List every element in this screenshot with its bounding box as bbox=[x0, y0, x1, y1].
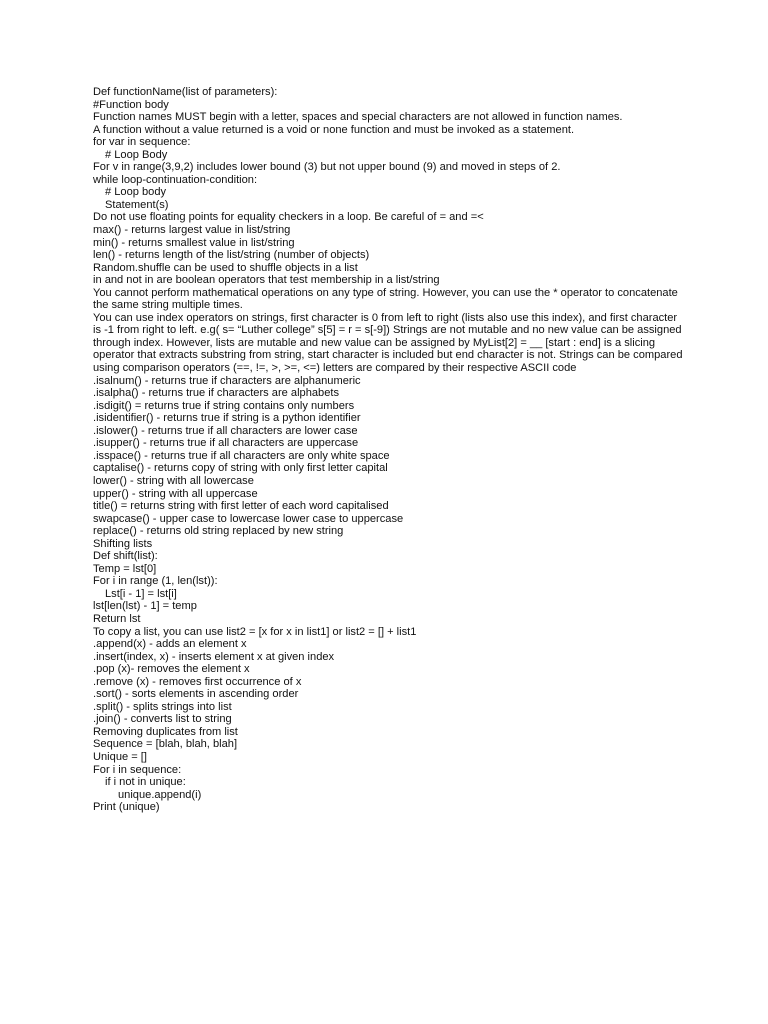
text-line: For v in range(3,9,2) includes lower bound (3) but not upper bound (9) and moved in steps of 2. bbox=[93, 161, 561, 174]
text-line: swapcase() - upper case to lowercase lower case to uppercase bbox=[93, 512, 404, 525]
text-line: min() - returns smallest value in list/string bbox=[93, 236, 295, 249]
text-line: .remove (x) - removes first occurrence of x bbox=[93, 675, 302, 688]
text-line: while loop-continuation-condition: bbox=[93, 173, 258, 186]
text-line: Unique = [] bbox=[93, 750, 147, 763]
text-line: # Loop body bbox=[105, 186, 167, 199]
text-line: Statement(s) bbox=[105, 198, 169, 211]
text-line: # Loop Body bbox=[105, 148, 168, 161]
text-line: For i in range (1, len(lst)): bbox=[93, 575, 218, 588]
text-line: title() = returns string with first letter of each word capitalised bbox=[93, 500, 389, 513]
text-line: .isupper() - returns true if all characters are uppercase bbox=[93, 437, 359, 450]
text-line: replace() - returns old string replaced by new string bbox=[93, 525, 344, 538]
text-line: lower() - string with all lowercase bbox=[93, 474, 254, 487]
text-line: Removing duplicates from list bbox=[93, 725, 238, 738]
text-line: Shifting lists bbox=[93, 537, 153, 550]
text-line: upper() - string with all uppercase bbox=[93, 487, 258, 500]
text-line: A function without a value returned is a void or none function and must be invoked as a statement. bbox=[93, 123, 575, 136]
text-line: in and not in are boolean operators that test membership in a list/string bbox=[93, 274, 440, 287]
text-line: Def functionName(list of parameters): bbox=[93, 86, 278, 98]
text-line: .join() - converts list to string bbox=[93, 713, 232, 726]
text-line: For i in sequence: bbox=[93, 763, 182, 776]
text-line: Temp = lst[0] bbox=[93, 562, 157, 575]
text-line: for var in sequence: bbox=[93, 136, 191, 149]
text-line: captalise() - returns copy of string with only first letter capital bbox=[93, 462, 388, 475]
text-line: if i not in unique: bbox=[105, 776, 186, 789]
document-page bbox=[93, 86, 686, 814]
text-line: .split() - splits strings into list bbox=[93, 700, 232, 713]
text-line: .insert(index, x) - inserts element x at given index bbox=[93, 650, 335, 663]
text-line: unique.append(i) bbox=[118, 788, 202, 801]
text-line: Function names MUST begin with a letter, spaces and special characters are not allowed in function names. bbox=[93, 111, 623, 124]
text-line: Print (unique) bbox=[93, 801, 160, 814]
text-line: .append(x) - adds an element x bbox=[93, 638, 247, 651]
text-line: Random.shuffle can be used to shuffle objects in a list bbox=[93, 261, 358, 274]
text-line: lst[len(lst) - 1] = temp bbox=[93, 600, 197, 613]
text-line: .isidentifier() - returns true if string is a python identifier bbox=[93, 412, 361, 425]
text-line: To copy a list, you can use list2 = [x for x in list1] or list2 = [] + list1 bbox=[93, 625, 417, 638]
text-line: .pop (x)- removes the element x bbox=[93, 663, 250, 676]
text-paragraph: You can use index operators on strings, first character is 0 from left to right (lists also use this index), and first character is -1 from right to left. e.g( s= “Luther college” s[5] = r = s[-9]) Strings are not mutable and no new value can be assigned through index. However, lists are mutable and new value can be assigned by MyList[2] = __ [start : end] is a slicing operator that extracts substring from string, start character is included but end character is not. Strings can be compared using comparison operators (==, !=, >, >=, <=) letters are compared by their respective ASCII code bbox=[93, 311, 686, 375]
text-line: Def shift(list): bbox=[93, 550, 158, 563]
text-line: .isspace() - returns true if all characters are only white space bbox=[93, 449, 390, 462]
text-line: .isalnum() - returns true if characters are alphanumeric bbox=[93, 374, 361, 387]
text-line: .isalpha() - returns true if characters are alphabets bbox=[93, 387, 340, 400]
text-line: .sort() - sorts elements in ascending order bbox=[93, 688, 299, 701]
text-paragraph: You cannot perform mathematical operations on any type of string. However, you can use the * operator to concatenate the same string multiple times. bbox=[93, 286, 681, 312]
text-line: len() - returns length of the list/string (number of objects) bbox=[93, 249, 370, 262]
text-line: Lst[i - 1] = lst[i] bbox=[105, 587, 177, 600]
text-line: max() - returns largest value in list/string bbox=[93, 224, 291, 237]
text-line: Do not use floating points for equality checkers in a loop. Be careful of = and =< bbox=[93, 211, 484, 224]
text-line: .isdigit() = returns true if string contains only numbers bbox=[93, 399, 355, 412]
text-line: Sequence = [blah, blah, blah] bbox=[93, 738, 238, 751]
text-line: #Function body bbox=[93, 98, 169, 111]
text-line: .islower() - returns true if all characters are lower case bbox=[93, 424, 358, 437]
text-line: Return lst bbox=[93, 612, 141, 625]
